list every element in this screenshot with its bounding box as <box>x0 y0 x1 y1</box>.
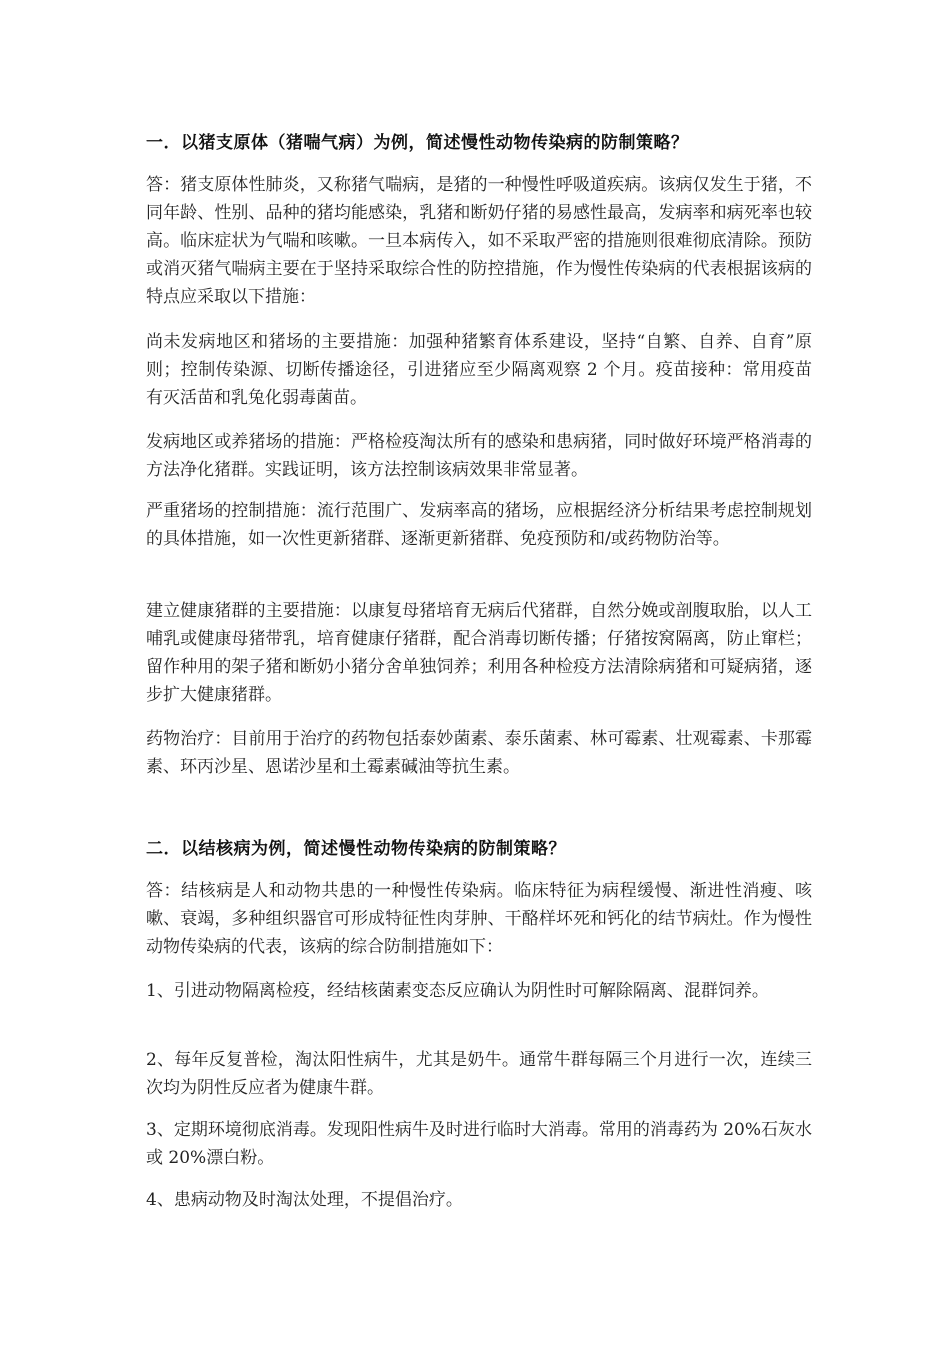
section-2-item-2: 2、每年反复普检，淘汰阳性病牛，尤其是奶牛。通常牛群每隔三个月进行一次，连续三次均为阴性反应者为健康牛群。 <box>146 1050 812 1098</box>
section-1-paragraph-infected-area: 发病地区或养猪场的措施：严格检疫淘汰所有的感染和患病猪，同时做好环境严格消毒的方法净化猪群。实践证明，该方法控制该病效果非常显著。 <box>146 432 812 480</box>
section-1-answer-intro: 答：猪支原体性肺炎，又称猪气喘病，是猪的一种慢性呼吸道疾病。该病仅发生于猪，不同年龄、性别、品种的猪均能感染，乳猪和断奶仔猪的易感性最高，发病率和病死率也较高。临床症状为气喘和咳嗽。一旦本病传入，如不采取严密的措施则很难彻底清除。预防或消灭猪气喘病主要在于坚持采取综合性的防控措施，作为慢性传染病的代表根据该病的特点应采取以下措施： <box>146 175 812 307</box>
section-2-heading: 二．以结核病为例，简述慢性动物传染病的防制策略？ <box>146 839 566 859</box>
section-1-paragraph-drug-therapy: 药物治疗：目前用于治疗的药物包括泰妙菌素、泰乐菌素、林可霉素、壮观霉素、卡那霉素、环丙沙星、恩诺沙星和土霉素碱油等抗生素。 <box>146 729 812 777</box>
section-1-paragraph-severe-farm: 严重猪场的控制措施：流行范围广、发病率高的猪场，应根据经济分析结果考虑控制规划的具体措施，如一次性更新猪群、逐渐更新猪群、免疫预防和/或药物防治等。 <box>146 501 812 549</box>
section-2-item-1: 1、引进动物隔离检疫，经结核菌素变态反应确认为阴性时可解除隔离、混群饲养。 <box>146 981 769 1001</box>
section-1-paragraph-healthy-herd: 建立健康猪群的主要措施：以康复母猪培育无病后代猪群，自然分娩或剖腹取胎，以人工哺乳或健康母猪带乳，培育健康仔猪群，配合消毒切断传播；仔猪按窝隔离，防止窜栏；留作种用的架子猪和断奶小猪分舍单独饲养；利用各种检疫方法清除病猪和可疑病猪，逐步扩大健康猪群。 <box>146 601 812 705</box>
section-2-answer-intro: 答：结核病是人和动物共患的一种慢性传染病。临床特征为病程缓慢、渐进性消瘦、咳嗽、衰竭，多种组织器官可形成特征性肉芽肿、干酪样坏死和钙化的结节病灶。作为慢性动物传染病的代表，该病的综合防制措施如下： <box>146 881 812 957</box>
section-2-item-4: 4、患病动物及时淘汰处理，不提倡治疗。 <box>146 1190 463 1210</box>
section-2-item-3: 3、定期环境彻底消毒。发现阳性病牛及时进行临时大消毒。常用的消毒药为 20%石灰水或 20%漂白粉。 <box>146 1120 813 1168</box>
section-1-paragraph-non-infected: 尚未发病地区和猪场的主要措施：加强种猪繁育体系建设，坚持“自繁、自养、自育”原则；控制传染源、切断传播途径，引进猪应至少隔离观察 2 个月。疫苗接种：常用疫苗有灭活苗和乳兔化弱毒菌苗。 <box>146 332 812 408</box>
section-1-heading: 一．以猪支原体（猪喘气病）为例，简述慢性动物传染病的防制策略？ <box>146 133 689 153</box>
